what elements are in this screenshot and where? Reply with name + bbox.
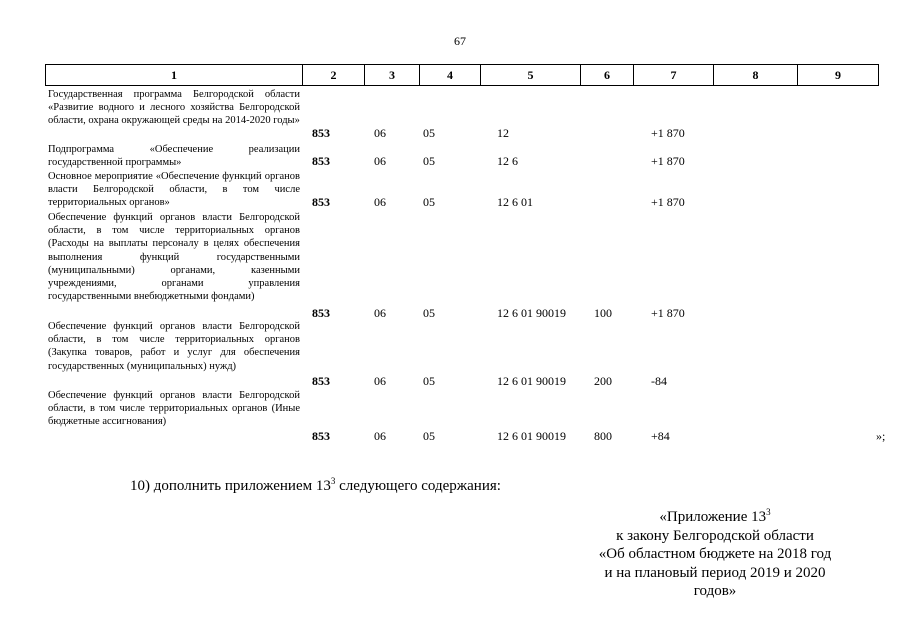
row-1-description: Государственная программа Белгородской области «Развитие водного и лесного хозяйства Белгородской области, охрана окружающей среды на 2014-2020 годы»	[48, 89, 300, 127]
appendix-superscript: 3	[766, 507, 771, 517]
header-col-9: 9	[798, 65, 879, 86]
page-number: 67	[454, 34, 466, 48]
row-2-pr: 05	[423, 154, 435, 168]
row-1-rz: 06	[374, 126, 386, 140]
row-4-pr: 05	[423, 306, 435, 320]
row-3-description: Основное мероприятие «Обеспечение функций органов власти Белгородской области, в том числе территориальных органов»	[48, 171, 300, 209]
row-5-rz: 06	[374, 374, 386, 388]
row-4-gr: 853	[312, 306, 330, 320]
header-col-5: 5	[481, 65, 581, 86]
row-4-sum: +1 870	[651, 306, 685, 320]
row-2-csr: 12 6	[497, 154, 518, 168]
row-6-gr: 853	[312, 429, 330, 443]
row-1-gr: 853	[312, 126, 330, 140]
row-5-vr: 200	[594, 374, 612, 388]
row-4-vr: 100	[594, 306, 612, 320]
row-3-pr: 05	[423, 195, 435, 209]
row-1-csr: 12	[497, 126, 509, 140]
row-2-sum: +1 870	[651, 154, 685, 168]
amendment-paragraph	[130, 478, 501, 495]
row-6-sum: +84	[651, 429, 670, 443]
row-5-sum: -84	[651, 374, 667, 388]
appendix-line-2: к закону Белгородской области	[616, 527, 814, 544]
row-6-csr: 12 6 01 90019	[497, 429, 566, 443]
row-3-sum: +1 870	[651, 195, 685, 209]
row-6-rz: 06	[374, 429, 386, 443]
row-6-pr: 05	[423, 429, 435, 443]
row-3-rz: 06	[374, 195, 386, 209]
row-2-rz: 06	[374, 154, 386, 168]
row-6-vr: 800	[594, 429, 612, 443]
row-3-gr: 853	[312, 195, 330, 209]
row-6-description: Обеспечение функций органов власти Белгородской области, в том числе территориальных органов (Иные бюджетные ассигнования)	[48, 390, 300, 428]
row-4-description: Обеспечение функций органов власти Белгородской области, в том числе территориальных органов (Расходы на выплаты персоналу в целях обеспечения выполнения функций государственными (муниципальными) органами, казенными учреждениями, органами управления государственными внебюджетными фондами)	[48, 212, 300, 303]
row-5-description: Обеспечение функций органов власти Белгородской области, в том числе территориальных органов (Закупка товаров, работ и услуг для обеспечения государственных (муниципальных) нужд)	[48, 321, 300, 372]
appendix-title: «Приложение 13	[659, 509, 767, 525]
paragraph-superscript: 3	[330, 476, 336, 486]
row-3-csr: 12 6 01	[497, 195, 533, 209]
appendix-heading	[580, 508, 850, 601]
row-1-pr: 05	[423, 126, 435, 140]
row-2-description: Подпрограмма «Обеспечение реализации государственной программы»	[48, 144, 300, 169]
row-2-gr: 853	[312, 154, 330, 168]
appendix-line-4: и на плановый период 2019 и 2020	[604, 564, 826, 581]
appendix-line-3: «Об областном бюджете на 2018 год	[598, 546, 832, 562]
row-5-pr: 05	[423, 374, 435, 388]
appendix-line-5: годов»	[693, 583, 737, 599]
header-col-4: 4	[420, 65, 481, 86]
header-col-6: 6	[581, 65, 634, 86]
header-col-1: 1	[46, 65, 303, 86]
row-4-rz: 06	[374, 306, 386, 320]
row-5-csr: 12 6 01 90019	[497, 374, 566, 388]
header-col-3: 3	[365, 65, 420, 86]
paragraph-suffix: следующего содержания:	[335, 478, 501, 494]
row-4-csr: 12 6 01 90019	[497, 306, 566, 320]
paragraph-prefix: 10) дополнить приложением 13	[130, 478, 331, 494]
header-col-8: 8	[714, 65, 798, 86]
appendix-line-1	[580, 508, 850, 527]
header-col-7: 7	[634, 65, 714, 86]
row-1-sum: +1 870	[651, 126, 685, 140]
row-5-gr: 853	[312, 374, 330, 388]
closing-quote: »;	[876, 429, 886, 443]
header-col-2: 2	[303, 65, 365, 86]
table-header	[45, 64, 879, 86]
